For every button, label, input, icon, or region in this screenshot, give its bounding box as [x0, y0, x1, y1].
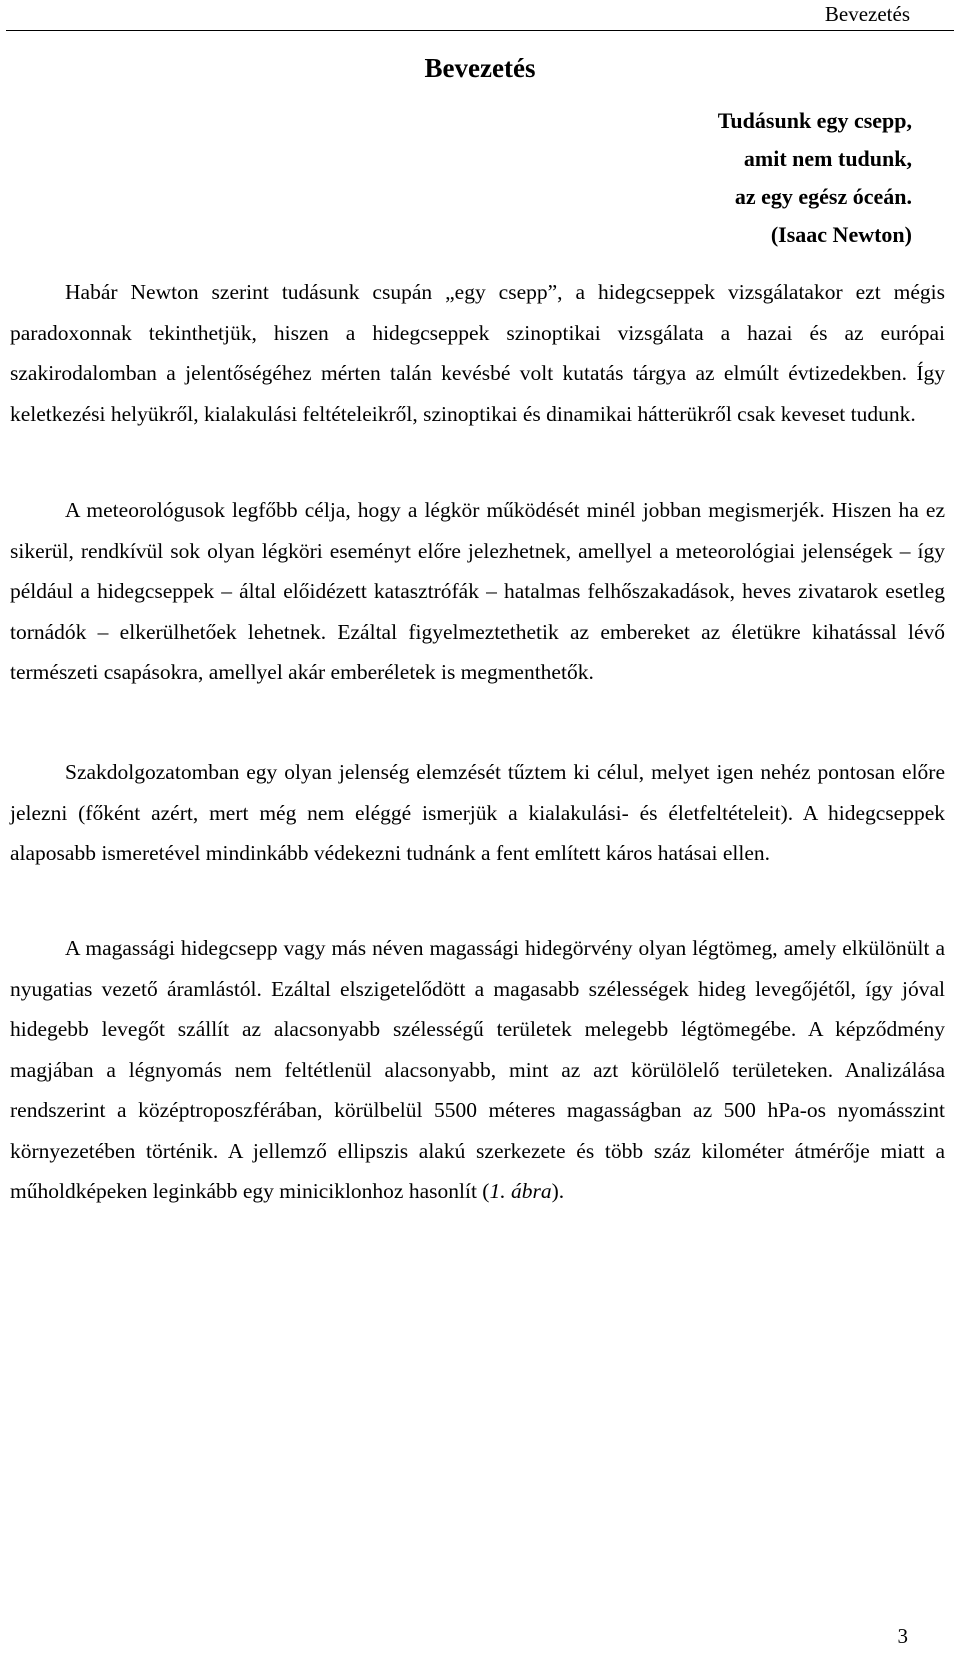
figure-reference-link[interactable]: 1. ábra	[489, 1179, 552, 1203]
paragraph: Szakdolgozatomban egy olyan jelenség elemzését tűztem ki célul, melyet igen nehéz pontosan előre jelezni (főként azért, mert még nem eléggé ismerjük a kialakulási- és életfeltételeit). A hidegcseppek alaposabb ismeretével mindinkább védekezni tudnánk a fent említett káros hatásai ellen.	[10, 760, 945, 865]
running-header-title: Bevezetés	[824, 2, 910, 26]
epigraph-line: amit nem tudunk,	[743, 146, 912, 171]
paragraph-block	[10, 272, 945, 434]
epigraph-line: az egy egész óceán.	[734, 184, 912, 209]
paragraph	[10, 928, 945, 1212]
epigraph-line: Tudásunk egy csepp,	[717, 108, 912, 133]
paragraph: Habár Newton szerint tudásunk csupán „egy csepp”, a hidegcseppek vizsgálatakor ezt mégis paradoxonnak tekinthetjük, hiszen a hidegcseppek szinoptikai vizsgálata a hazai és az európai szakirodalomban a jelentőségéhez mérten talán kevésbé volt kutatás tárgya az elmúlt évtizedekben. Így keletkezési helyükről, kialakulási feltételeikről, szinoptikai és dinamikai hátterükről csak keveset tudunk.	[10, 280, 945, 426]
page-number: 3	[897, 1624, 908, 1648]
paragraph-block	[10, 928, 945, 1212]
epigraph-attribution: (Isaac Newton)	[770, 222, 912, 247]
paragraph: A meteorológusok legfőbb célja, hogy a légkör működését minél jobban megismerjék. Hiszen ha ez sikerül, rendkívül sok olyan légköri eseményt előre jelezhetnek, amellyel a meteorológiai jelenségek – így például a hidegcseppek – által előidézett katasztrófák – hatalmas felhőszakadások, heves zivatarok esetleg tornádók – elkerülhetőek lehetnek. Ezáltal figyelmeztethetik az embereket az életükre kihatással lévő természeti csapásokra, amellyel akár emberéletek is megmenthetők.	[10, 498, 945, 684]
paragraph-closing: ).	[551, 1179, 565, 1203]
paragraph-text: A magassági hidegcsepp vagy más néven magassági hidegörvény olyan légtömeg, amely elkülönült a nyugatias vezető áramlástól. Ezáltal elszigetelődött a magasabb szélességek hideg levegőjétől, így jóval hidegebb levegőt szállít az alacsonyabb szélességű területek melegebb légtömegébe. A képződmény magjában a légnyomás nem feltétlenül alacsonyabb, mint az azt körülölelő területeken. Analizálása rendszerint a középtroposzférában, körülbelül 5500 méteres magasságban az 500 hPa-os nyomásszint környezetében történik. A jellemző ellipszis alakú szerkezete és több száz kilométer átmérője miatt a műholdképeken leginkább egy miniciklonhoz hasonlít (	[10, 936, 945, 1203]
paragraph-block	[10, 490, 945, 693]
epigraph	[718, 102, 912, 254]
header-rule	[6, 30, 954, 31]
page-title: Bevezetés	[424, 53, 536, 83]
paragraph-block	[10, 752, 945, 874]
